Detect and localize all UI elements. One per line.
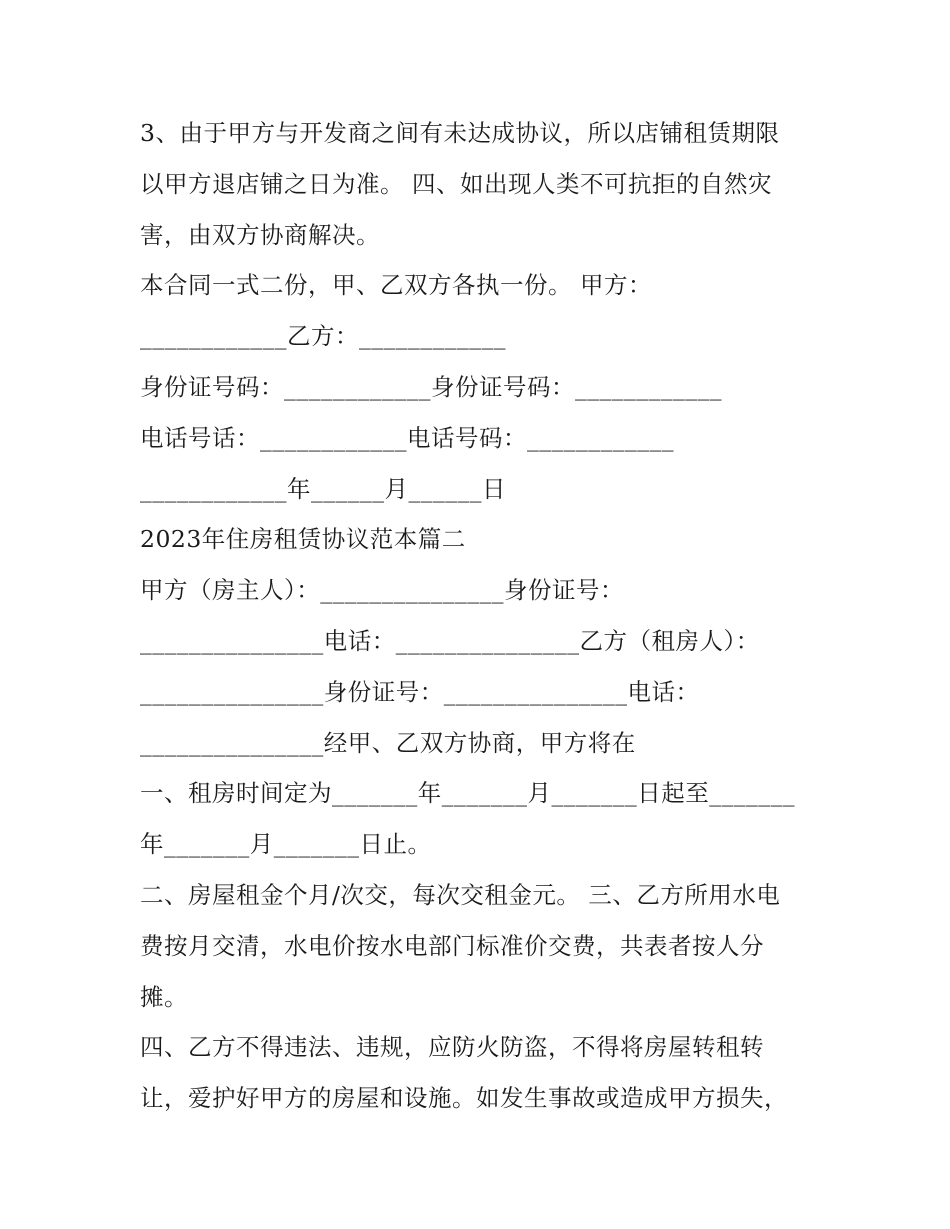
text-line: 费按月交清，水电价按水电部门标准价交费，共表者按人分 bbox=[140, 931, 764, 960]
text-line: _______________经甲、乙双方协商，甲方将在 bbox=[140, 728, 636, 757]
text-line: 3、由于甲方与开发商之间有未达成协议，所以店铺租赁期限 bbox=[140, 119, 780, 147]
text-line: 摊。 bbox=[140, 982, 188, 1011]
date-line: ____________年______月______日 bbox=[140, 474, 506, 503]
phone-line: 电话号话：____________电话号码：____________ bbox=[140, 423, 674, 452]
text-line: 本合同一式二份，甲、乙双方各执一份。 甲方： bbox=[140, 271, 652, 300]
text-line: _______________电话：_______________乙方（租房人）： bbox=[140, 626, 760, 655]
id-number-line: 身份证号码：____________身份证号码：____________ bbox=[140, 372, 722, 401]
text-line: 让，爱护好甲方的房屋和设施。如发生事故或造成甲方损失， bbox=[140, 1084, 788, 1113]
text-line: 甲方（房主人）：_______________身份证号： bbox=[140, 576, 624, 605]
text-line: 二、房屋租金个月/次交，每次交租金元。 三、乙方所用水电 bbox=[140, 880, 781, 909]
text-line: _______________身份证号：_______________电话： bbox=[140, 677, 700, 706]
text-line: 害，由双方协商解决。 bbox=[140, 220, 380, 249]
text-line: 以甲方退店铺之日为准。 四、如出现人类不可抗拒的自然灾 bbox=[140, 169, 772, 198]
document-body bbox=[140, 108, 820, 1124]
section-title: 2023年住房租赁协议范本篇二 bbox=[140, 525, 466, 554]
text-line: 四、乙方不得违法、违规，应防火防盗，不得将房屋转租转 bbox=[140, 1033, 764, 1062]
text-line: 年_______月_______日止。 bbox=[140, 830, 432, 859]
signature-line: ____________乙方：____________ bbox=[140, 322, 506, 351]
text-line: 一、租房时间定为_______年_______月_______日起至_______ bbox=[140, 779, 795, 808]
